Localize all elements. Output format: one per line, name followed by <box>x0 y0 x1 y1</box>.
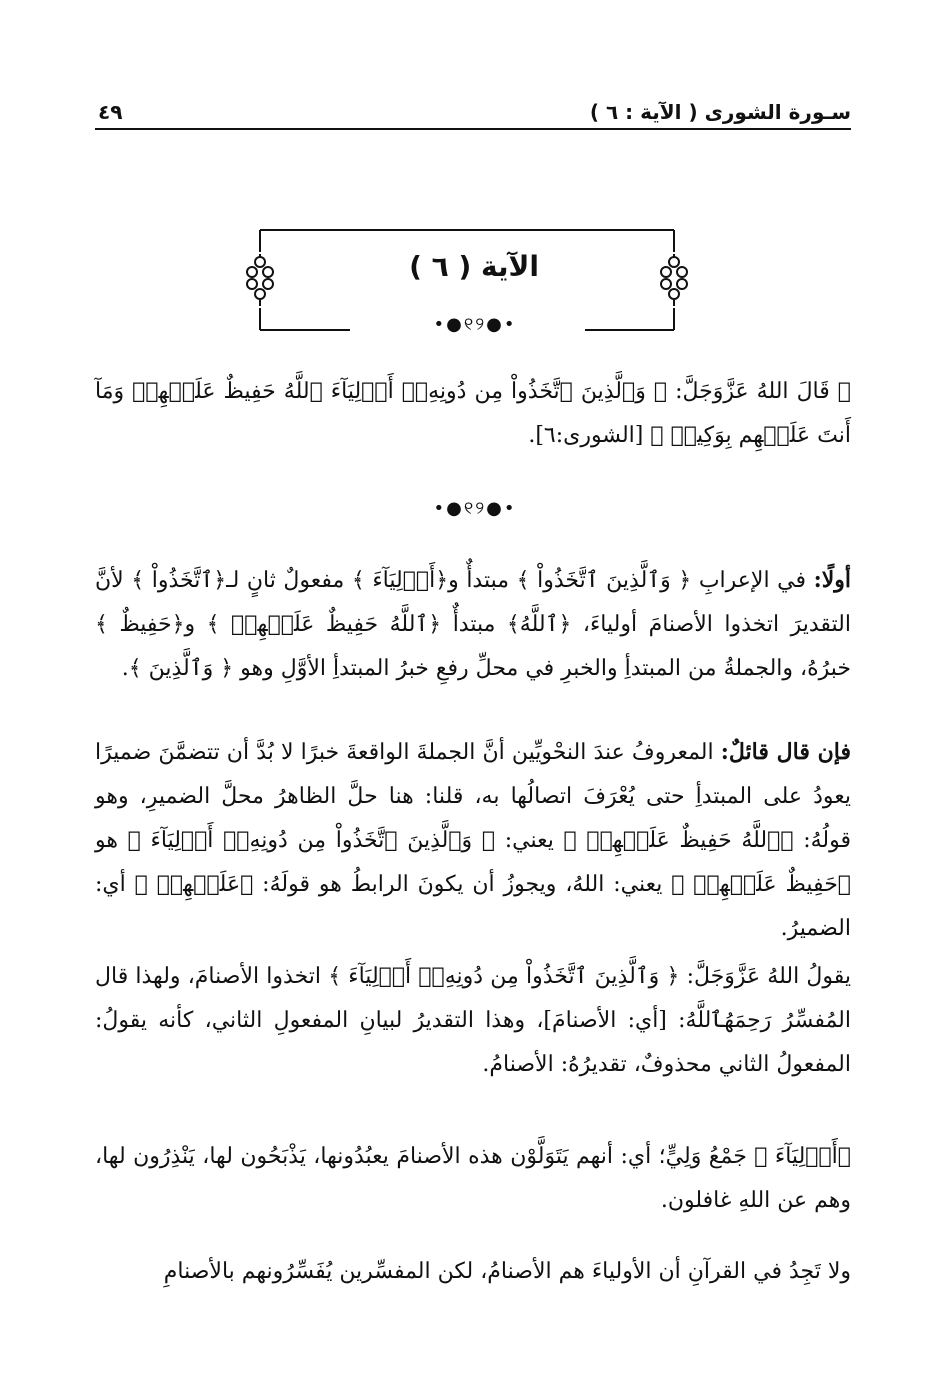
paragraph-text: في الإعرابِ ﴿ وَٱلَّذِينَ ٱتَّخَذُواْ ﴾ مبتدأٌ و﴿أَوۡلِيَآءَ ﴾ مفعولٌ ثانٍ لـ﴿ٱتَّخَذُواْ ﴾ لأنَّ التقديرَ اتخذوا الأصنامَ أولياءَ، ﴿ٱللَّهُ﴾ مبتدأٌ ﴿ٱللَّهُ حَفِيظٌ عَلَيۡهِمۡ ﴾ و﴿حَفِيظٌ ﴾ خبرُهُ، والجملةُ من المبتدأِ والخبرِ في محلِّ رفعِ خبرُ المبتدأِ الأوَّلِ وهو ﴿ وَٱلَّذِينَ ﴾. <box>95 568 851 681</box>
paragraph-text: المعروفُ عندَ النحْويِّين أنَّ الجملةَ الواقعةَ خبرًا لا بُدَّ أن تتضمَّنَ ضميرًا يعودُ على المبتدأِ حتى يُعْرَفَ اتصالُها به، قلنا: هنا حلَّ الظاهرُ محلَّ الضميرِ، وهو قولُهُ: ﴿ٱللَّهُ حَفِيظٌ عَلَيۡهِمۡ ﴾ يعني: ﴿ وَٱلَّذِينَ ٱتَّخَذُواْ مِن دُونِهِۦٓ أَوۡلِيَآءَ ﴾ هو ﴿حَفِيظٌ عَلَيۡهِمۡ ﴾ يعني: اللهُ، ويجوزُ أن يكونَ الرابطُ هو قولَهُ: ﴿عَلَيۡهِمۡ ﴾ أي: الضميرُ. <box>95 740 851 941</box>
body-paragraph-1 <box>95 558 851 691</box>
body-paragraph-4 <box>95 1135 851 1223</box>
paragraph-lead: أولًا: <box>813 567 851 593</box>
body-paragraph-3 <box>95 955 851 1087</box>
knot-ornament-left-icon <box>247 254 273 306</box>
section-divider: •●୧୨●• <box>433 498 517 519</box>
header-rule <box>95 128 851 130</box>
paragraph-text: يقولُ اللهُ عَزَّوَجَلَّ: ﴿ وَٱلَّذِينَ ٱتَّخَذُواْ مِن دُونِهِۦٓ أَوۡلِيَآءَ ﴾ اتخذوا الأصنامَ، ولهذا قال المُفسِّرُ رَحِمَهُٱللَّهُ: [أي: الأصنامَ]، وهذا التقديرُ لبيانِ المفعولِ الثاني، كأنه يقولُ: المفعولُ الثاني محذوفٌ، تقديرُهُ: الأصنامُ. <box>95 964 851 1077</box>
paragraph-text: ﴿أَوۡلِيَآءَ ﴾ جَمْعُ وَلِيٍّ؛ أي: أنهم يَتَوَلَّوْن هذه الأصنامَ يعبُدُونها، يَذْبَحُون لها، يَنْذِرُون لها، وهم عن اللهِ غافلون. <box>95 1144 851 1213</box>
ayah-heading: الآية ( ٦ ) <box>409 250 539 283</box>
knot-ornament-right-icon <box>661 254 687 306</box>
paragraph-text: ولا تَجِدُ في القرآنِ أن الأولياءَ هم الأصنامُ، لكن المفسِّرين يُفَسِّرُونهم بالأصنامِ <box>163 1259 851 1284</box>
verse-text: ۞ قَالَ اللهُ عَزَّوَجَلَّ: ﴿ وَٱلَّذِينَ ٱتَّخَذُواْ مِن دُونِهِۦٓ أَوۡلِيَآءَ ٱللَّهُ حَفِيظٌ عَلَيۡهِمۡ وَمَآ أَنتَ عَلَيۡهِم بِوَكِيلٖ ﴾ [الشورى:٦]. <box>95 379 851 448</box>
running-title: سـورة الشورى ( الآية : ٦ ) <box>589 100 851 124</box>
body-paragraph-5 <box>95 1250 851 1294</box>
verse-block <box>95 370 851 458</box>
running-header <box>98 98 851 130</box>
paragraph-lead: فإن قال قائلٌ: <box>720 739 851 765</box>
heading-divider: •●୧୨●• <box>433 314 517 335</box>
body-paragraph-2 <box>95 730 851 951</box>
page-number: ٤٩ <box>98 100 123 124</box>
